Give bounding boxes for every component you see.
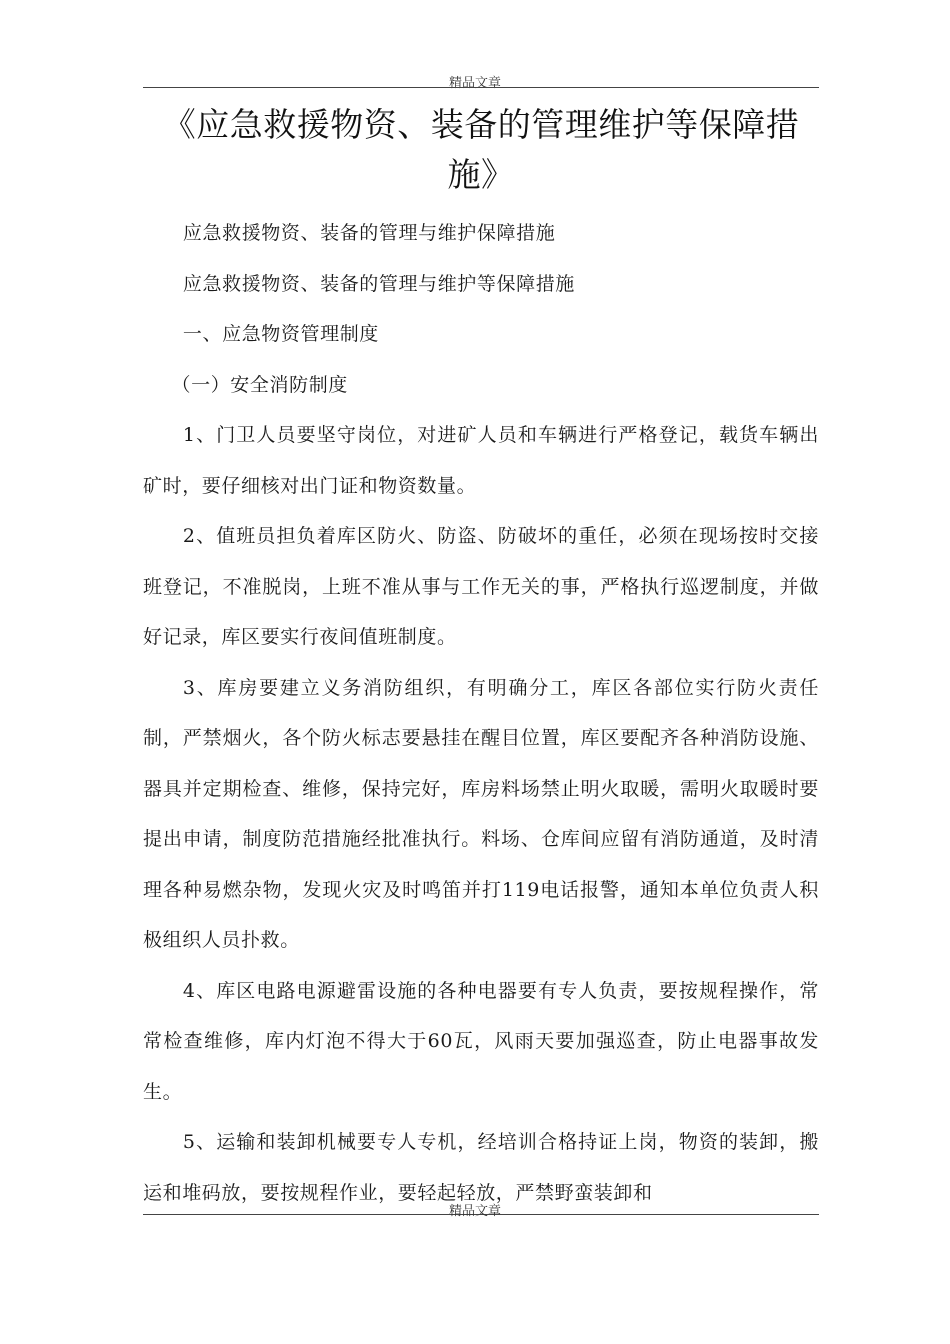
subsection-heading: （一）安全消防制度 [171,373,348,396]
document-body [143,208,819,1218]
paragraph-item-1: 1、门卫人员要坚守岗位，对进矿人员和车辆进行严格登记，载货车辆出矿时，要仔细核对出门证和物资数量。 [143,424,819,497]
paragraph-item-5: 5、运输和装卸机械要专人专机，经培训合格持证上岗，物资的装卸，搬运和堆码放，要按规程作业，要轻起轻放，严禁野蛮装卸和 [143,1131,819,1204]
paragraph-subtitle-2: 应急救援物资、装备的管理与维护等保障措施 [182,272,575,295]
page-footer: 精品文章 [448,1204,501,1219]
section-heading: 一、应急物资管理制度 [182,323,379,345]
paragraph-item-3: 3、库房要建立义务消防组织，有明确分工，库区各部位实行防火责任制，严禁烟火，各个防火标志要悬挂在醒目位置，库区要配齐各种消防设施、器具并定期检查、维修，保持完好，库房料场禁止明火取暖，需明火取暖时要提出申请，制度防范措施经批准执行。料场、仓库间应留有消防通道，及时清理各种易燃杂物，发现火灾及时鸣笛并打119电话报警，通知本单位负责人积极组织人员扑救。 [143,676,819,951]
document-title: 《应急救援物资、装备的管理维护等保障措施》 [162,105,800,194]
header-divider [143,87,819,88]
paragraph-item-4: 4、库区电路电源避雷设施的各种电器要有专人负责，要按规程操作，常常检查维修，库内灯泡不得大于60瓦，风雨天要加强巡查，防止电器事故发生。 [143,979,819,1103]
page-header: 精品文章 [448,76,501,91]
paragraph-item-2: 2、值班员担负着库区防火、防盗、防破坏的重任，必须在现场按时交接班登记，不准脱岗，上班不准从事与工作无关的事，严格执行巡逻制度，并做好记录，库区要实行夜间值班制度。 [143,525,819,648]
paragraph-subtitle-1: 应急救援物资、装备的管理与维护保障措施 [182,222,556,244]
